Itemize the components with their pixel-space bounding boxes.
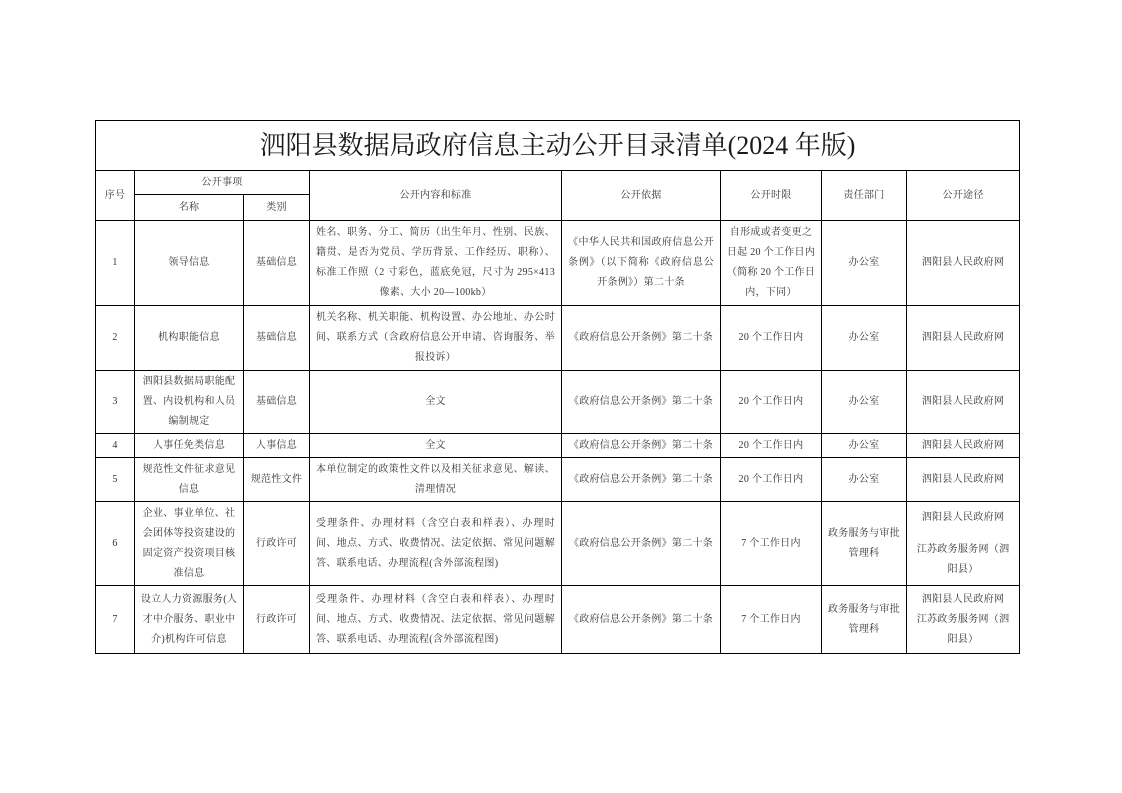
- deadline-cell: 20 个工作日内: [721, 458, 822, 502]
- category-cell: 基础信息: [244, 371, 310, 434]
- name-cell: 规范性文件征求意见信息: [135, 458, 244, 502]
- name-cell: 人事任免类信息: [135, 434, 244, 458]
- seq-cell: 5: [96, 458, 135, 502]
- channel-cell: [907, 586, 1020, 654]
- disclosure-catalog-table: [95, 120, 1020, 654]
- department-cell: 办公室: [822, 458, 907, 502]
- title-row: [96, 121, 1020, 171]
- header-content: 公开内容和标准: [310, 171, 562, 221]
- header-row: [96, 171, 1020, 195]
- table-title: 泗阳县数据局政府信息主动公开目录清单(2024 年版): [96, 121, 1020, 171]
- deadline-cell: 7 个工作日内: [721, 586, 822, 654]
- content-cell: 受理条件、办理材料（含空白表和样表）、办理时间、地点、方式、收费情况、法定依据、常见问题解答、联系电话、办理流程(含外部流程图): [310, 502, 562, 586]
- channel-entry: 江苏政务服务网（泗阳县）: [916, 613, 1010, 645]
- category-cell: 规范性文件: [244, 458, 310, 502]
- table-row: [96, 434, 1020, 458]
- seq-cell: 7: [96, 586, 135, 654]
- category-cell: 基础信息: [244, 306, 310, 371]
- name-cell: 泗阳县数据局职能配置、内设机构和人员编制规定: [135, 371, 244, 434]
- content-cell: 全文: [310, 371, 562, 434]
- name-cell: 设立人力资源服务(人才中介服务、职业中介)机构许可信息: [135, 586, 244, 654]
- name-cell: 机构职能信息: [135, 306, 244, 371]
- content-cell: 机关名称、机关职能、机构设置、办公地址、办公时间、联系方式（含政府信息公开申请、咨询服务、举报投诉）: [310, 306, 562, 371]
- category-cell: 行政许可: [244, 502, 310, 586]
- header-seq: 序号: [96, 171, 135, 221]
- channel-entry: 泗阳县人民政府网: [921, 473, 1005, 485]
- channel-entry: 泗阳县人民政府网: [921, 439, 1005, 451]
- header-department: 责任部门: [822, 171, 907, 221]
- seq-cell: 4: [96, 434, 135, 458]
- basis-cell: 《政府信息公开条例》第二十条: [562, 458, 721, 502]
- table-row: [96, 306, 1020, 371]
- seq-cell: 2: [96, 306, 135, 371]
- table-row: [96, 458, 1020, 502]
- channel-entry: 泗阳县人民政府网: [921, 332, 1005, 343]
- header-disclosure-item: 公开事项: [135, 171, 310, 195]
- category-cell: 人事信息: [244, 434, 310, 458]
- channel-cell: [907, 434, 1020, 458]
- basis-cell: 《政府信息公开条例》第二十条: [562, 306, 721, 371]
- channel-entry: 泗阳县人民政府网: [921, 257, 1005, 268]
- channel-entry: 泗阳县人民政府网: [921, 511, 1005, 523]
- category-cell: 行政许可: [244, 586, 310, 654]
- channel-entry: 泗阳县人民政府网: [921, 593, 1005, 605]
- deadline-cell: 20 个工作日内: [721, 306, 822, 371]
- basis-cell: 《政府信息公开条例》第二十条: [562, 371, 721, 434]
- header-name: 名称: [135, 195, 244, 221]
- content-cell: 姓名、职务、分工、简历（出生年月、性别、民族、籍贯、是否为党员、学历背景、工作经历、职称）、标准工作照（2 寸彩色，蓝底免冠，尺寸为 295×413 像素、大小 20—100kb）: [310, 221, 562, 306]
- table-row: [96, 502, 1020, 586]
- deadline-cell: 自形成或者变更之日起 20 个工作日内（简称 20 个工作日内，下同）: [721, 221, 822, 306]
- table-row: [96, 221, 1020, 306]
- header-channel: 公开途径: [907, 171, 1020, 221]
- content-cell: 本单位制定的政策性文件以及相关征求意见、解读、清理情况: [310, 458, 562, 502]
- seq-cell: 6: [96, 502, 135, 586]
- deadline-cell: 20 个工作日内: [721, 434, 822, 458]
- department-cell: 办公室: [822, 306, 907, 371]
- header-basis: 公开依据: [562, 171, 721, 221]
- name-cell: 领导信息: [135, 221, 244, 306]
- channel-cell: [907, 371, 1020, 434]
- basis-cell: 《中华人民共和国政府信息公开条例》（以下简称《政府信息公开条例》）第二十条: [562, 221, 721, 306]
- name-cell: 企业、事业单位、社会团体等投资建设的固定资产投资项目核准信息: [135, 502, 244, 586]
- channel-entry: 江苏政务服务网（泗阳县）: [916, 543, 1010, 575]
- channel-cell: [907, 306, 1020, 371]
- table-row: [96, 586, 1020, 654]
- basis-cell: 《政府信息公开条例》第二十条: [562, 434, 721, 458]
- deadline-cell: 20 个工作日内: [721, 371, 822, 434]
- department-cell: 办公室: [822, 221, 907, 306]
- content-cell: 受理条件、办理材料（含空白表和样表）、办理时间、地点、方式、收费情况、法定依据、常见问题解答、联系电话、办理流程(含外部流程图): [310, 586, 562, 654]
- department-cell: 办公室: [822, 434, 907, 458]
- channel-cell: [907, 458, 1020, 502]
- basis-cell: 《政府信息公开条例》第二十条: [562, 502, 721, 586]
- header-category: 类别: [244, 195, 310, 221]
- seq-cell: 1: [96, 221, 135, 306]
- category-cell: 基础信息: [244, 221, 310, 306]
- channel-cell: [907, 221, 1020, 306]
- seq-cell: 3: [96, 371, 135, 434]
- department-cell: 政务服务与审批管理科: [822, 502, 907, 586]
- content-cell: 全文: [310, 434, 562, 458]
- deadline-cell: 7 个工作日内: [721, 502, 822, 586]
- department-cell: 办公室: [822, 371, 907, 434]
- table-row: [96, 371, 1020, 434]
- header-deadline: 公开时限: [721, 171, 822, 221]
- channel-cell: [907, 502, 1020, 586]
- department-cell: 政务服务与审批管理科: [822, 586, 907, 654]
- basis-cell: 《政府信息公开条例》第二十条: [562, 586, 721, 654]
- channel-entry: 泗阳县人民政府网: [921, 396, 1005, 407]
